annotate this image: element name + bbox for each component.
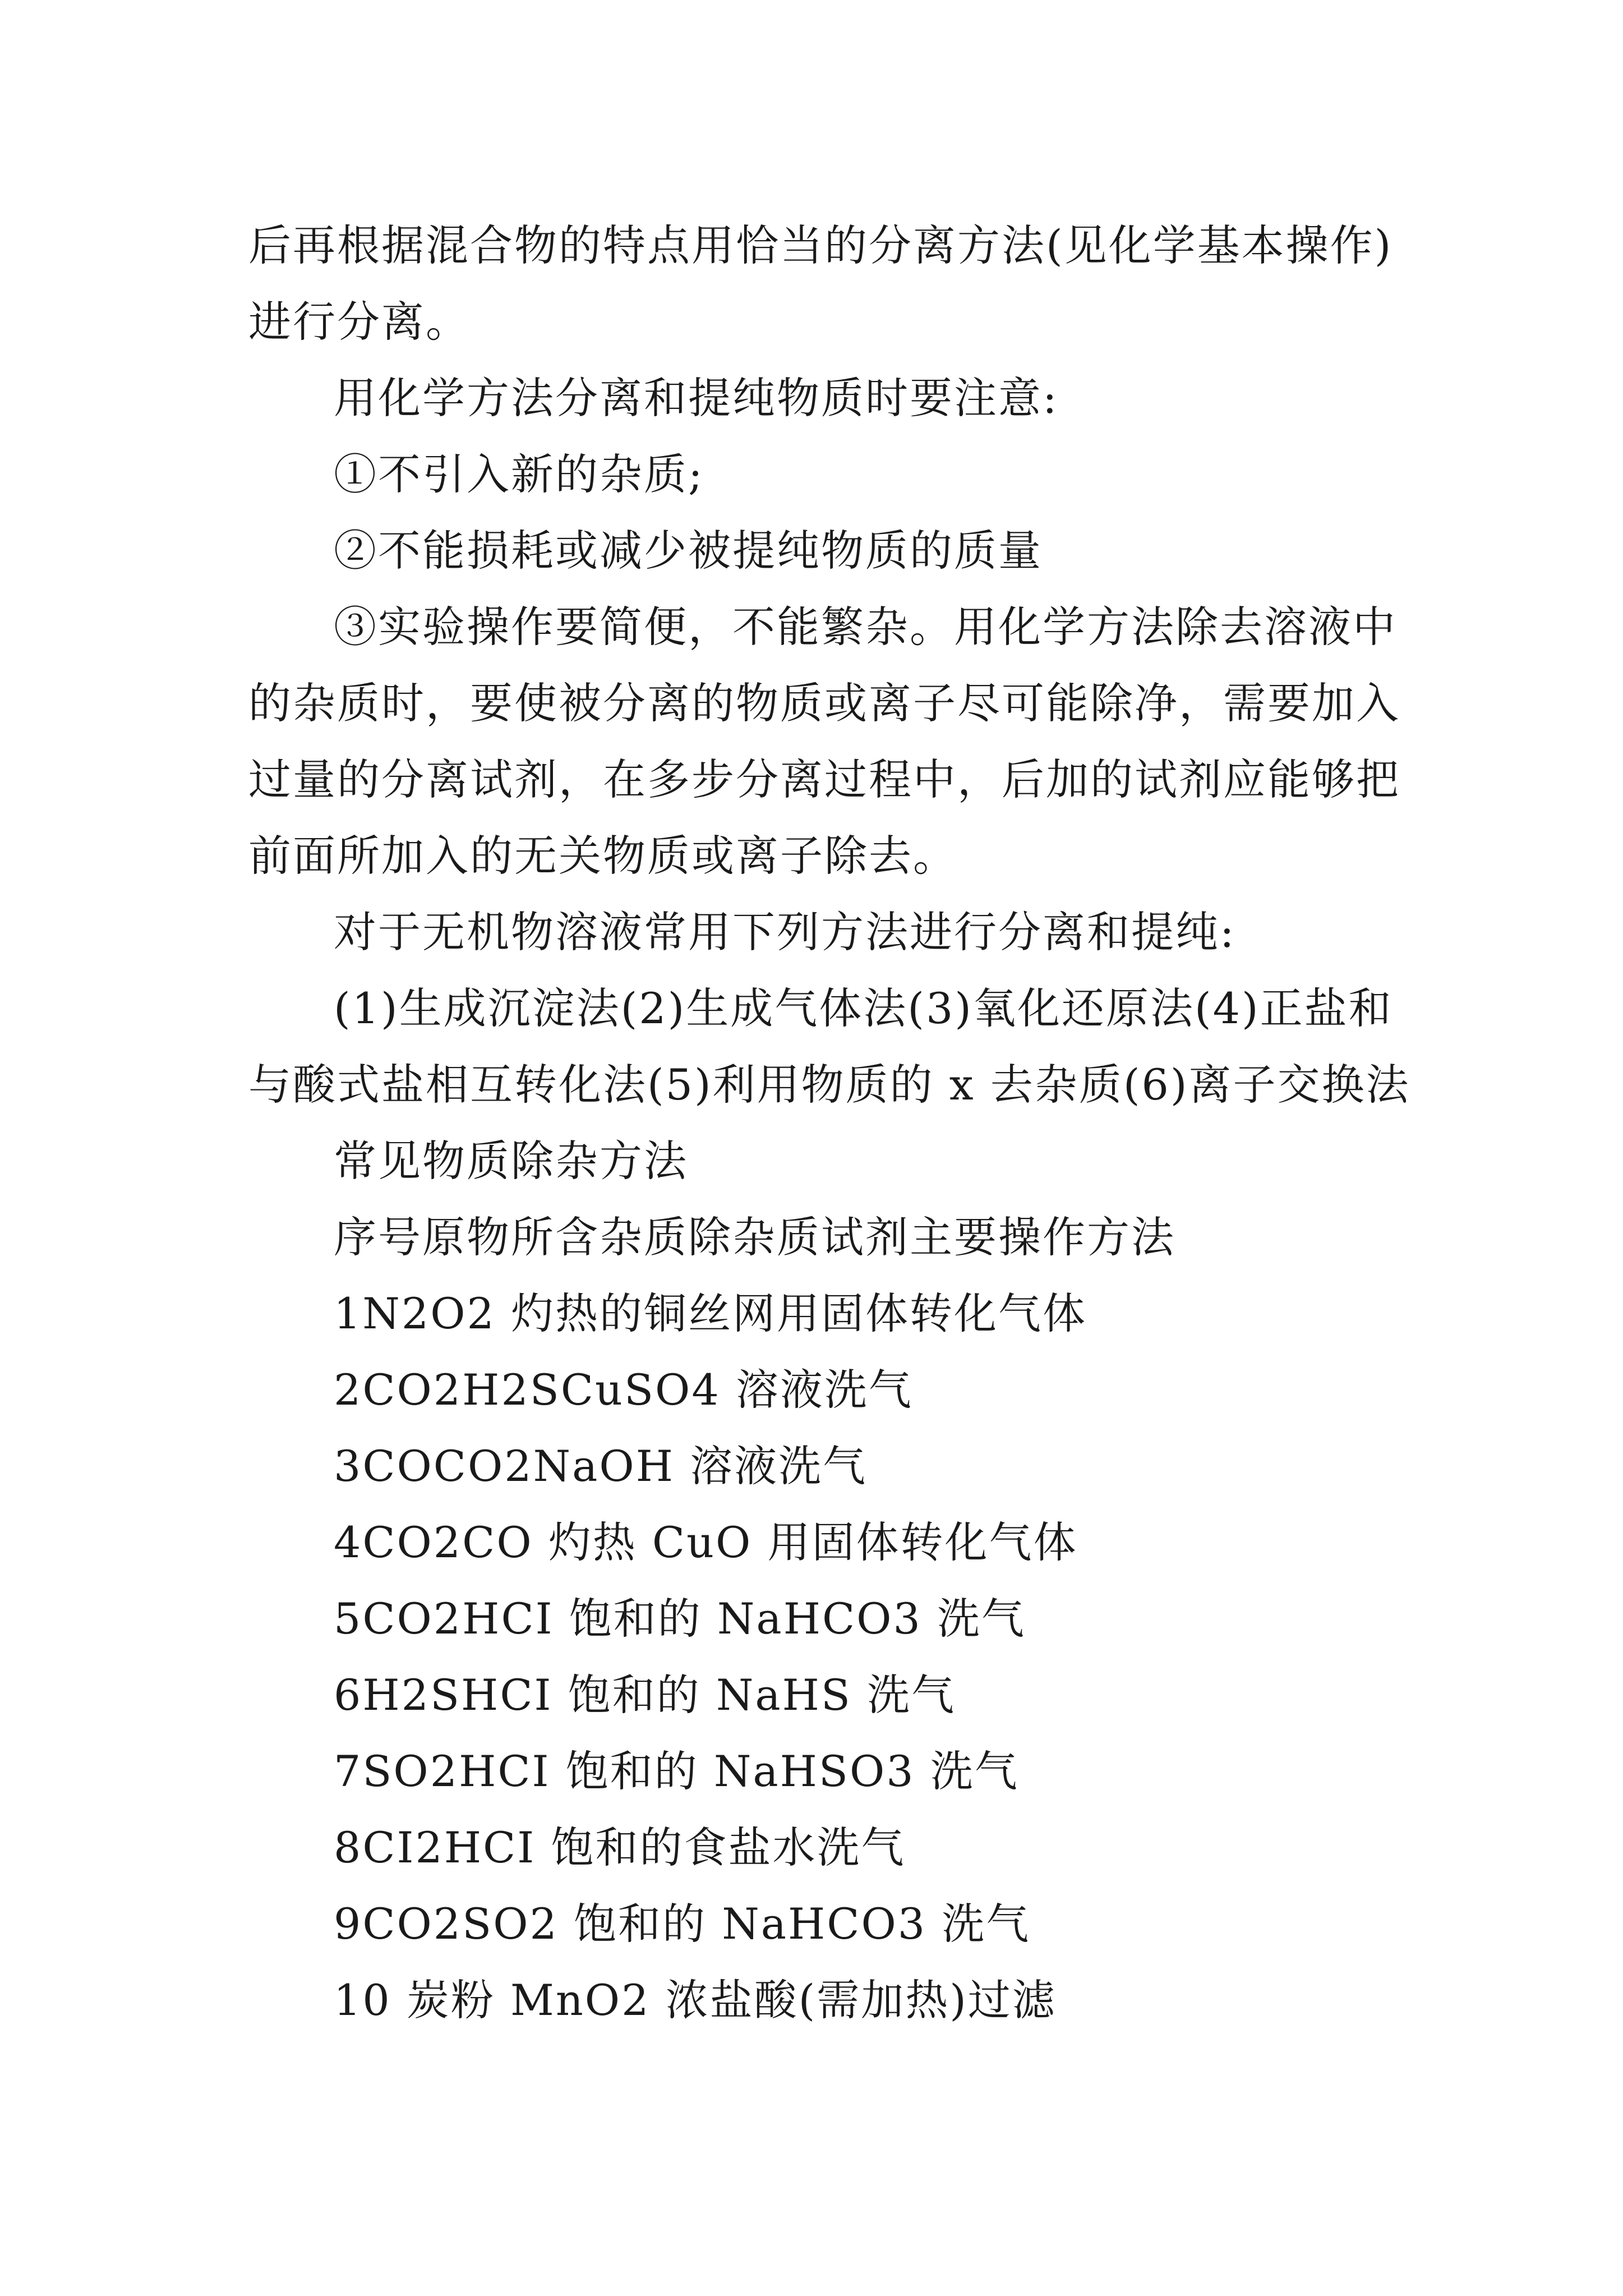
text-line: 后再根据混合物的特点用恰当的分离方法(见化学基本操作) [248,220,1393,270]
text-line: 8CI2HCI 饱和的食盐水洗气 [334,1823,906,1872]
paragraph-separation-method [248,208,1415,360]
text-line: 9CO2SO2 饱和的 NaHCO3 洗气 [334,1899,1031,1949]
text-line: 的杂质时，要使被分离的物质或离子尽可能除净，需要加入 [248,678,1400,728]
table-row [248,1276,1415,1352]
text-line: 前面所加入的无关物质或离子除去。 [248,831,957,881]
table-row [248,1352,1415,1428]
text-line: 7SO2HCI 饱和的 NaHSO3 洗气 [334,1746,1019,1796]
paragraph-chemical-notes-heading [248,360,1415,436]
paragraph-method-list [248,970,1415,1123]
text-line: ②不能损耗或减少被提纯物质的质量 [334,526,1043,576]
table-row [248,1581,1415,1657]
document-body [248,208,1415,2039]
text-line: 过量的分离试剂，在多步分离过程中，后加的试剂应能够把 [248,754,1400,804]
table-row [248,1810,1415,1886]
table-row [248,1733,1415,1810]
text-line: 2CO2H2SCuSO4 溶液洗气 [334,1365,913,1415]
text-line: 4CO2CO 灼热 CuO 用固体转化气体 [334,1517,1078,1567]
text-line: (1)生成沉淀法(2)生成气体法(3)氧化还原法(4)正盐和 [334,983,1393,1033]
paragraph-note-2 [248,513,1415,589]
table-row [248,1428,1415,1504]
table-header-row [248,1199,1415,1276]
text-line: 进行分离。 [248,297,470,347]
text-line: 对于无机物溶液常用下列方法进行分离和提纯: [334,907,1236,957]
table-row [248,1962,1415,2039]
section-title-impurity-removal [248,1123,1415,1199]
text-line: 5CO2HCI 饱和的 NaHCO3 洗气 [334,1594,1026,1644]
text-line: 3COCO2NaOH 溶液洗气 [334,1441,868,1491]
paragraph-note-3 [248,589,1415,894]
text-line: ①不引入新的杂质; [334,449,704,499]
text-line: 用化学方法分离和提纯物质时要注意: [334,373,1059,423]
text-line: 10 炭粉 MnO2 浓盐酸(需加热)过滤 [334,1975,1057,2025]
text-line: 序号原物所含杂质除杂质试剂主要操作方法 [334,1212,1175,1262]
table-row [248,1886,1415,1962]
paragraph-inorganic-methods-heading [248,894,1415,970]
table-row [248,1657,1415,1733]
text-line: 常见物质除杂方法 [334,1136,688,1186]
text-line: 6H2SHCI 饱和的 NaHS 洗气 [334,1670,956,1720]
paragraph-note-1 [248,436,1415,513]
text-line: ③实验操作要简便，不能繁杂。用化学方法除去溶液中 [334,602,1397,652]
table-row [248,1504,1415,1581]
text-line: 1N2O2 灼热的铜丝网用固体转化气体 [334,1289,1087,1338]
text-line: 与酸式盐相互转化法(5)利用物质的 x 去杂质(6)离子交换法 [248,1060,1410,1110]
